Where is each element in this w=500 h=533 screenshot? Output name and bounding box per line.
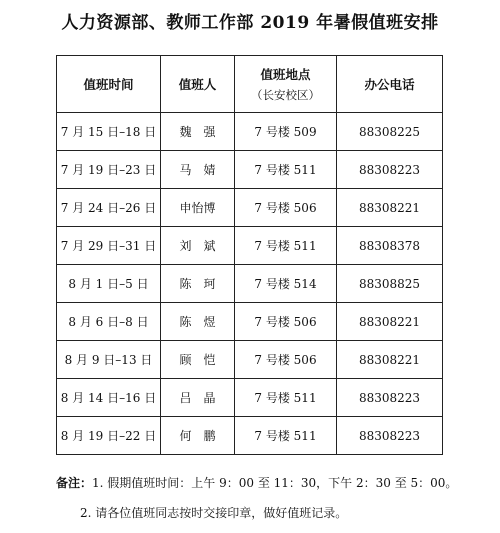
note-1-text: 1. 假期值班时间：上午 9：00 至 11：30，下午 2：30 至 5：00。 xyxy=(92,476,458,490)
header-duty-person: 值班人 xyxy=(161,56,235,113)
cell-duty-time: 7 月 19 日–23 日 xyxy=(57,151,161,189)
page-title: 人力资源部、教师工作部 2019 年暑假值班安排 xyxy=(61,13,439,33)
cell-duty-person: 何 鹏 xyxy=(161,417,235,455)
cell-office-phone: 88308223 xyxy=(337,151,443,189)
cell-duty-time: 7 月 24 日–26 日 xyxy=(57,189,161,227)
table-row xyxy=(57,189,443,227)
table-row xyxy=(57,113,443,151)
cell-duty-person: 刘 斌 xyxy=(161,227,235,265)
cell-duty-time: 8 月 1 日–5 日 xyxy=(57,265,161,303)
cell-office-phone: 88308223 xyxy=(337,379,443,417)
table-row xyxy=(57,303,443,341)
cell-duty-person: 陈 煜 xyxy=(161,303,235,341)
cell-duty-location: 7 号楼 511 xyxy=(235,151,337,189)
cell-duty-person: 陈 珂 xyxy=(161,265,235,303)
header-duty-location-label: 值班地点 xyxy=(260,67,311,82)
cell-duty-person: 顾 恺 xyxy=(161,341,235,379)
cell-duty-location: 7 号楼 511 xyxy=(235,417,337,455)
cell-duty-time: 8 月 9 日–13 日 xyxy=(57,341,161,379)
notes-section xyxy=(56,468,496,528)
cell-duty-location: 7 号楼 506 xyxy=(235,189,337,227)
table-row xyxy=(57,417,443,455)
cell-duty-location: 7 号楼 514 xyxy=(235,265,337,303)
table-row xyxy=(57,341,443,379)
header-office-phone: 办公电话 xyxy=(337,56,443,113)
cell-duty-person: 马 婧 xyxy=(161,151,235,189)
header-duty-time: 值班时间 xyxy=(57,56,161,113)
table-row xyxy=(57,151,443,189)
cell-duty-location: 7 号楼 506 xyxy=(235,341,337,379)
cell-office-phone: 88308225 xyxy=(337,113,443,151)
cell-duty-time: 8 月 14 日–16 日 xyxy=(57,379,161,417)
cell-office-phone: 88308223 xyxy=(337,417,443,455)
cell-duty-location: 7 号楼 506 xyxy=(235,303,337,341)
table-row xyxy=(57,265,443,303)
notes-label: 备注： xyxy=(56,476,93,490)
cell-duty-location: 7 号楼 511 xyxy=(235,379,337,417)
cell-duty-time: 8 月 19 日–22 日 xyxy=(57,417,161,455)
cell-office-phone: 88308221 xyxy=(337,303,443,341)
cell-duty-time: 8 月 6 日–8 日 xyxy=(57,303,161,341)
cell-duty-time: 7 月 15 日–18 日 xyxy=(57,113,161,151)
cell-duty-person: 吕 晶 xyxy=(161,379,235,417)
cell-office-phone: 88308221 xyxy=(337,341,443,379)
cell-duty-person: 魏 强 xyxy=(161,113,235,151)
cell-office-phone: 88308221 xyxy=(337,189,443,227)
table-header-row xyxy=(57,56,443,113)
note-line-2 xyxy=(56,498,496,528)
cell-duty-person: 申怡博 xyxy=(161,189,235,227)
cell-duty-location: 7 号楼 511 xyxy=(235,227,337,265)
cell-duty-time: 7 月 29 日–31 日 xyxy=(57,227,161,265)
note-2-text: 2. 请各位值班同志按时交接印章，做好值班记录。 xyxy=(80,506,348,520)
duty-schedule-table xyxy=(56,55,443,455)
cell-office-phone: 88308825 xyxy=(337,265,443,303)
note-line-1 xyxy=(56,468,496,498)
table-row xyxy=(57,379,443,417)
header-duty-location xyxy=(235,56,337,113)
cell-duty-location: 7 号楼 509 xyxy=(235,113,337,151)
cell-office-phone: 88308378 xyxy=(337,227,443,265)
header-duty-location-campus: （长安校区） xyxy=(251,88,320,102)
table-row xyxy=(57,227,443,265)
